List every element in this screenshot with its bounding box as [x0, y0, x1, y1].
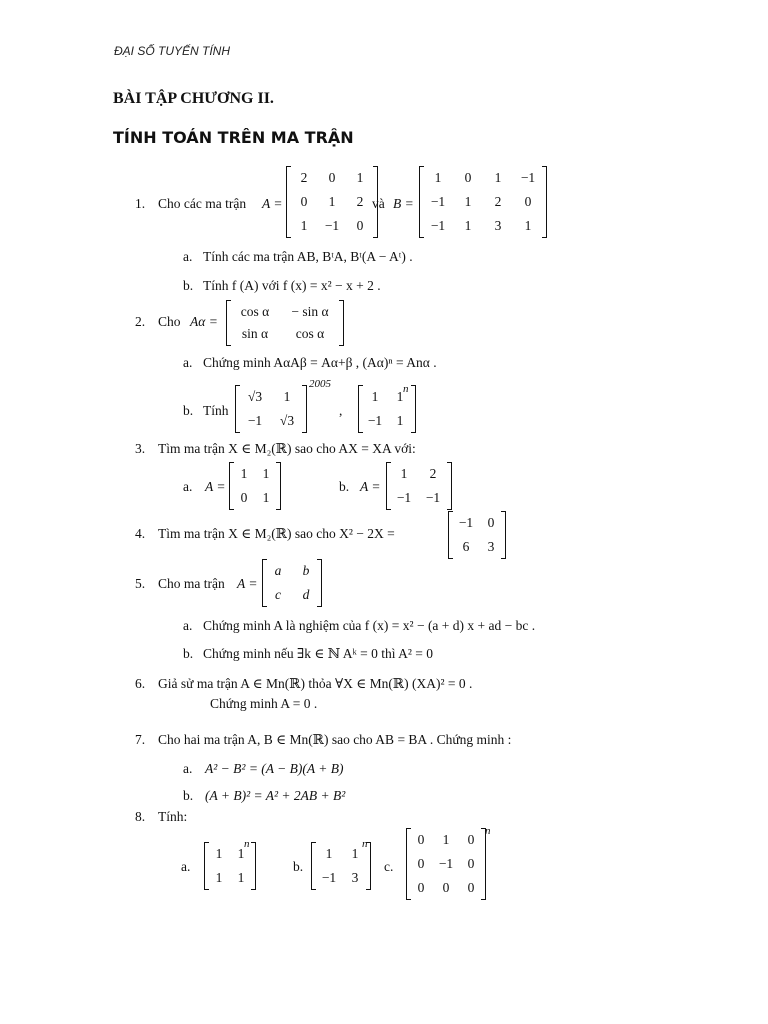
matrix-entry: 2: [494, 194, 502, 209]
matrix-entry: −1: [520, 170, 536, 185]
comma: ,: [339, 403, 343, 418]
matrix-p3a: [229, 462, 281, 510]
p1-b-label: B =: [393, 196, 414, 211]
p1-and: và: [372, 196, 385, 211]
p1-text: Cho các ma trận: [158, 196, 247, 211]
p8-a-letter: a.: [181, 859, 191, 874]
matrix-entry: 1: [464, 218, 472, 233]
matrix-entry: 1: [215, 870, 223, 885]
p3-a-letter: a.: [183, 479, 193, 494]
chapter-title: BÀI TẬP CHƯƠNG II.: [113, 90, 274, 107]
p7-a-letter: a.: [183, 761, 193, 776]
p7-b-letter: b.: [183, 788, 194, 803]
matrix-entry: √3: [279, 413, 295, 428]
matrix-entry: 1: [300, 218, 308, 233]
matrix-entry: 0: [417, 856, 425, 871]
p2-b-letter: b.: [183, 403, 194, 418]
matrix-p4: [448, 511, 506, 559]
matrix-entry: −1: [425, 490, 441, 505]
topic-title: TÍNH TOÁN TRÊN MA TRẬN: [113, 128, 354, 147]
matrix-entry: −1: [367, 413, 383, 428]
p1-b-letter: b.: [183, 278, 194, 293]
matrix-p8c: [406, 828, 486, 900]
p8-c-letter: c.: [384, 859, 394, 874]
matrix-entry: 1: [442, 832, 450, 847]
exponent-n: n: [485, 825, 491, 837]
matrix-entry: 0: [524, 194, 532, 209]
matrix-entry: sin α: [241, 326, 269, 341]
matrix-B-p1: [419, 166, 547, 238]
matrix-entry: −1: [458, 515, 474, 530]
matrix-entry: 0: [467, 880, 475, 895]
matrix-entry: −1: [247, 413, 263, 428]
matrix-entry: c: [275, 587, 281, 602]
p8-number: 8.: [135, 809, 146, 824]
p7-b-item: (A + B)² = A² + 2AB + B²: [205, 788, 346, 803]
p2-a-item: Chứng minh AαAβ = Aα+β , (Aα)ⁿ = Anα .: [203, 355, 437, 370]
matrix-entry: √3: [247, 389, 263, 404]
p2-text: Cho: [158, 314, 181, 329]
exponent-2005: 2005: [309, 378, 331, 390]
matrix-entry: 2: [300, 170, 308, 185]
matrix-entry: 1: [262, 466, 270, 481]
exponent-n: n: [362, 838, 368, 850]
p8-b-letter: b.: [293, 859, 304, 874]
matrix-p5: [262, 559, 322, 607]
matrix-p3b: [386, 462, 452, 510]
matrix-entry: 1: [494, 170, 502, 185]
p4-text: Tìm ma trận X ∈ M₂(ℝ) sao cho X² − 2X =: [158, 526, 395, 541]
matrix-entry: −1: [430, 194, 446, 209]
matrix-entry: 1: [524, 218, 532, 233]
matrix-entry: −1: [396, 490, 412, 505]
matrix-entry: 0: [417, 880, 425, 895]
matrix-entry: 2: [356, 194, 364, 209]
exponent-n: n: [403, 383, 409, 395]
matrix-entry: 1: [396, 389, 404, 404]
matrix-entry: − sin α: [291, 304, 329, 319]
matrix-entry: 1: [371, 389, 379, 404]
matrix-entry: 1: [434, 170, 442, 185]
matrix-entry: 1: [356, 170, 364, 185]
p2-b-item: Tính: [203, 403, 229, 418]
matrix-entry: 0: [417, 832, 425, 847]
matrix-entry: a: [274, 563, 282, 578]
p3-b-label: A =: [360, 479, 381, 494]
p3-number: 3.: [135, 441, 146, 456]
matrix-entry: cos α: [295, 326, 325, 341]
p8-text: Tính:: [158, 809, 188, 824]
p2-label: Aα =: [190, 314, 218, 329]
matrix-entry: cos α: [240, 304, 270, 319]
p1-a-letter: a.: [183, 249, 193, 264]
p5-b-item: Chứng minh nếu ∃k ∈ ℕ Aᵏ = 0 thì A² = 0: [203, 646, 434, 661]
p5-a-item: Chứng minh A là nghiệm của f (x) = x² − (a + d) x + ad − bc .: [203, 618, 536, 633]
matrix-entry: 1: [215, 846, 223, 861]
page-header: ĐẠI SỐ TUYẾN TÍNH: [114, 44, 231, 58]
p6-line2: Chứng minh A = 0 .: [210, 696, 318, 711]
matrix-entry: 1: [400, 466, 408, 481]
matrix-entry: 1: [240, 466, 248, 481]
matrix-entry: 3: [487, 539, 495, 554]
p3-text: Tìm ma trận X ∈ M₂(ℝ) sao cho AX = XA với:: [158, 441, 416, 456]
p6-line1: Giả sử ma trận A ∈ Mn(ℝ) thỏa ∀X ∈ Mn(ℝ) (XA)² = 0 .: [158, 676, 473, 691]
matrix-entry: 1: [262, 490, 270, 505]
p5-a-letter: a.: [183, 618, 193, 633]
p7-number: 7.: [135, 732, 146, 747]
matrix-entry: 1: [325, 846, 333, 861]
p1-number: 1.: [135, 196, 146, 211]
matrix-entry: 3: [494, 218, 502, 233]
matrix-entry: 1: [464, 194, 472, 209]
matrix-entry: d: [302, 587, 310, 602]
matrix-entry: 1: [283, 389, 291, 404]
matrix-entry: −1: [324, 218, 340, 233]
matrix-A-p1: [286, 166, 378, 238]
exponent-n: n: [244, 838, 250, 850]
matrix-entry: −1: [438, 856, 454, 871]
p5-label: A =: [237, 576, 258, 591]
matrix-entry: 0: [356, 218, 364, 233]
p5-number: 5.: [135, 576, 146, 591]
matrix-entry: 1: [328, 194, 336, 209]
matrix-entry: 3: [351, 870, 359, 885]
matrix-entry: 0: [487, 515, 495, 530]
p3-b-letter: b.: [339, 479, 350, 494]
matrix-entry: 1: [237, 846, 245, 861]
matrix-entry: 6: [462, 539, 470, 554]
matrix-entry: −1: [430, 218, 446, 233]
p1-b-item: Tính f (A) với f (x) = x² − x + 2 .: [203, 278, 381, 293]
p1-a-item: Tính các ma trận AB, BᵗA, Bᵗ(A − Aᵗ) .: [203, 249, 413, 264]
p7-a-item: A² − B² = (A − B)(A + B): [205, 761, 344, 776]
p5-text: Cho ma trận: [158, 576, 225, 591]
matrix-entry: 1: [351, 846, 359, 861]
p4-number: 4.: [135, 526, 146, 541]
p1-a-label: A =: [262, 196, 283, 211]
matrix-entry: 1: [237, 870, 245, 885]
matrix-entry: 0: [300, 194, 308, 209]
matrix-entry: 0: [240, 490, 248, 505]
matrix-entry: 2: [429, 466, 437, 481]
matrix-entry: 0: [467, 856, 475, 871]
matrix-entry: 0: [467, 832, 475, 847]
matrix-sqrt3: [235, 385, 307, 433]
p5-b-letter: b.: [183, 646, 194, 661]
p6-number: 6.: [135, 676, 146, 691]
matrix-A-alpha: [226, 300, 344, 346]
matrix-entry: b: [302, 563, 310, 578]
matrix-entry: 0: [442, 880, 450, 895]
matrix-entry: 0: [328, 170, 336, 185]
matrix-entry: 0: [464, 170, 472, 185]
p2-number: 2.: [135, 314, 146, 329]
matrix-entry: −1: [321, 870, 337, 885]
p2-a-letter: a.: [183, 355, 193, 370]
p7-text: Cho hai ma trận A, B ∈ Mn(ℝ) sao cho AB = BA . Chứng minh :: [158, 732, 512, 747]
p3-a-label: A =: [205, 479, 226, 494]
matrix-entry: 1: [396, 413, 404, 428]
